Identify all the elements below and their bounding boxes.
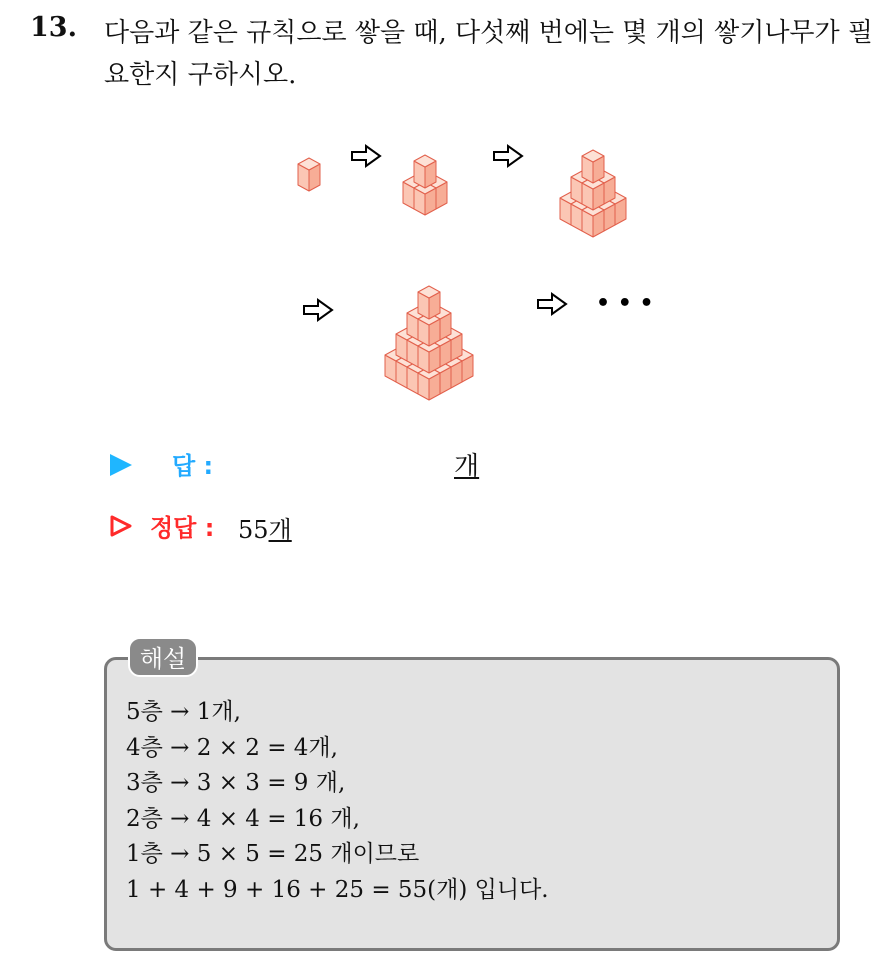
explanation-line: 2층 → 4 × 4 = 16 개, <box>126 805 360 832</box>
play-icon <box>110 454 132 476</box>
explanation-line: 3층 → 3 × 3 = 9 개, <box>126 770 346 796</box>
answer-label: 답 : <box>172 452 214 480</box>
explanation-lines <box>126 695 549 908</box>
answer-unit: 개 <box>454 452 480 482</box>
solution-value: 55 <box>238 516 269 544</box>
explanation-line: 4층 → 2 × 2 = 4개, <box>126 734 338 761</box>
arrow-icon <box>494 146 522 166</box>
arrow-icon <box>352 146 380 166</box>
cube <box>418 286 440 319</box>
arrow-icon <box>538 294 566 314</box>
cube <box>414 155 436 188</box>
question-number: 13. <box>30 12 77 43</box>
cube-stacking-figure <box>290 112 690 412</box>
solution-answer <box>238 510 292 545</box>
question-text: 다음과 같은 규칙으로 쌓을 때, 다섯째 번에는 몇 개의 쌓기나무가 필요한지 구하시오. <box>104 18 874 90</box>
arrow-icon <box>304 300 332 320</box>
explanation-tag: 해설 <box>128 637 198 677</box>
explanation-line: 1층 → 5 × 5 = 25 개이므로 <box>126 841 420 867</box>
cube <box>298 158 320 191</box>
answer-row <box>110 446 610 486</box>
explanation-line: 5층 → 1개, <box>126 699 241 725</box>
solution-row <box>110 508 610 548</box>
outline-triangle-icon <box>110 515 132 537</box>
explanation-line: 1 + 4 + 9 + 16 + 25 = 55(개) 입니다. <box>126 876 549 903</box>
solution-unit: 개 <box>268 516 292 544</box>
cube <box>582 150 604 183</box>
ellipsis-dots: • • • <box>596 291 654 316</box>
solution-label: 정답 : <box>150 514 215 542</box>
